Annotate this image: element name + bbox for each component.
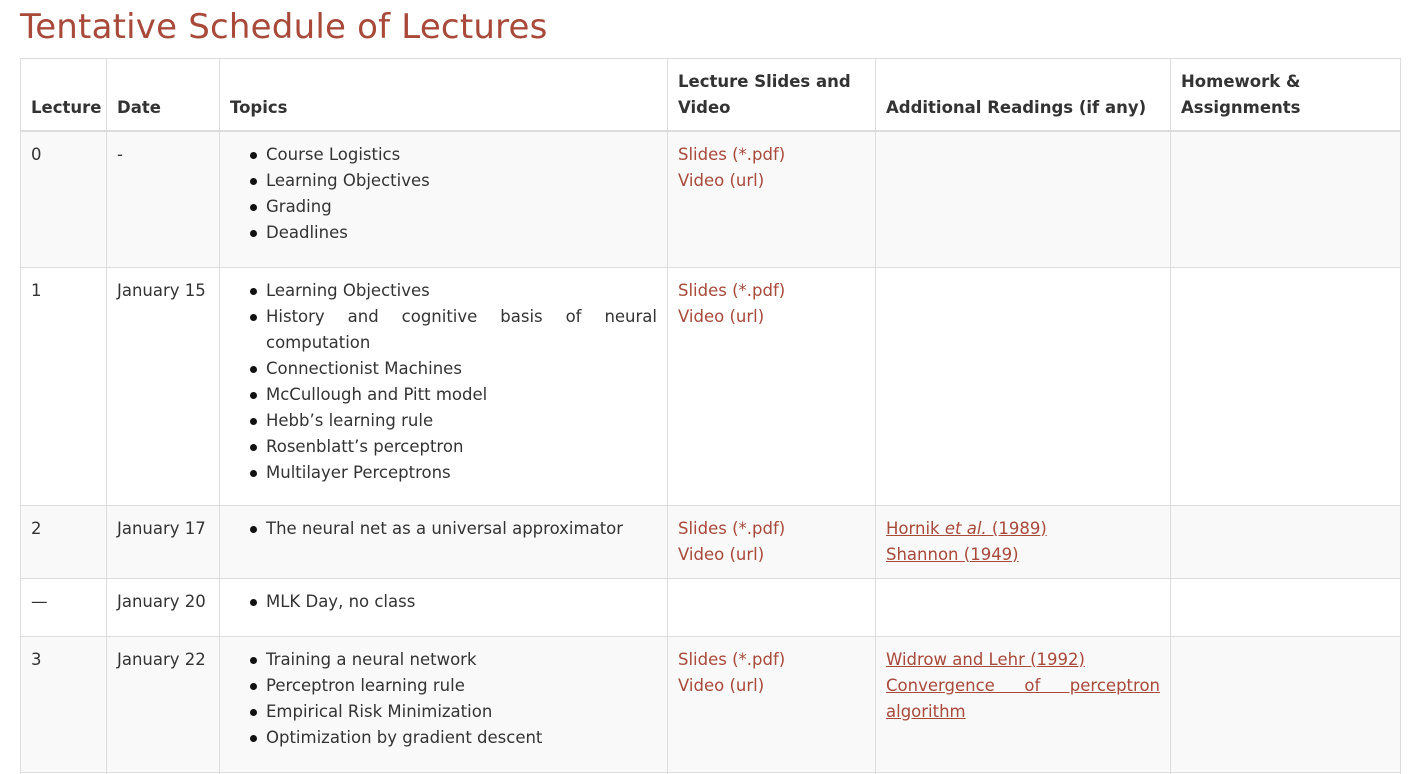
lecture-date: January 20 xyxy=(117,591,206,611)
readings-cell xyxy=(876,578,1171,636)
lecture-number: — xyxy=(31,591,48,611)
homework-cell xyxy=(1171,636,1401,772)
slides-video-cell xyxy=(668,636,876,772)
topics-cell xyxy=(220,131,668,267)
readings-cell xyxy=(876,636,1171,772)
table-body xyxy=(21,131,1401,774)
topic-item: Learning Objectives xyxy=(266,168,657,194)
slides-video-cell xyxy=(668,578,876,636)
homework-cell xyxy=(1171,578,1401,636)
date-cell xyxy=(107,636,220,772)
reading-text-italic: et al. xyxy=(944,518,987,538)
table-row xyxy=(21,578,1401,636)
readings-cell xyxy=(876,505,1171,578)
readings-cell xyxy=(876,267,1171,505)
header-additional-readings: Additional Readings (if any) xyxy=(876,59,1171,132)
topics-cell xyxy=(220,636,668,772)
slides-video-cell xyxy=(668,505,876,578)
reading-text: (1989) xyxy=(986,518,1047,538)
slides-pdf-link[interactable]: Slides (*.pdf) xyxy=(678,518,786,538)
lecture-number: 1 xyxy=(31,280,42,300)
topic-item: Training a neural network xyxy=(266,647,657,673)
topic-item: Deadlines xyxy=(266,220,657,246)
reading-text: Hornik xyxy=(886,518,945,538)
date-cell xyxy=(107,578,220,636)
topic-item: Learning Objectives xyxy=(266,278,657,304)
lecture-number-cell xyxy=(21,578,107,636)
topic-item: The neural net as a universal approximator xyxy=(266,516,657,542)
homework-cell xyxy=(1171,505,1401,578)
video-url-link[interactable]: Video (url) xyxy=(678,306,765,326)
lecture-number-cell xyxy=(21,636,107,772)
topic-item: Connectionist Machines xyxy=(266,356,657,382)
topics-cell xyxy=(220,578,668,636)
homework-cell xyxy=(1171,267,1401,505)
topic-item: Hebb’s learning rule xyxy=(266,408,657,434)
slides-video-cell xyxy=(668,131,876,267)
lecture-number-cell xyxy=(21,267,107,505)
lecture-number: 0 xyxy=(31,145,42,164)
table-header-row xyxy=(21,59,1401,132)
topic-item: Rosenblatt’s perceptron xyxy=(266,434,657,460)
topic-item: Perceptron learning rule xyxy=(266,673,657,699)
topic-item: Optimization by gradient descent xyxy=(266,725,657,751)
lecture-date: January 17 xyxy=(117,518,206,538)
topic-item: McCullough and Pitt model xyxy=(266,382,657,408)
slides-pdf-link[interactable]: Slides (*.pdf) xyxy=(678,145,786,164)
lecture-date: January 22 xyxy=(117,649,206,669)
homework-cell xyxy=(1171,131,1401,267)
topics-cell xyxy=(220,267,668,505)
header-lecture: Lecture xyxy=(21,59,107,132)
topics-list xyxy=(230,647,657,751)
header-topics: Topics xyxy=(220,59,668,132)
lecture-schedule-table xyxy=(20,58,1401,774)
header-slides-video: Lecture Slides and Video xyxy=(668,59,876,132)
slides-pdf-link[interactable]: Slides (*.pdf) xyxy=(678,649,786,669)
video-url-link[interactable]: Video (url) xyxy=(678,544,765,564)
page-title: Tentative Schedule of Lectures xyxy=(20,7,548,47)
date-cell xyxy=(107,505,220,578)
table-row xyxy=(21,267,1401,505)
table-row xyxy=(21,131,1401,267)
slides-pdf-link[interactable]: Slides (*.pdf) xyxy=(678,280,786,300)
reading-link[interactable] xyxy=(886,542,1160,568)
reading-link[interactable] xyxy=(886,673,1160,725)
topics-list xyxy=(230,589,657,615)
date-cell xyxy=(107,267,220,505)
topic-item: Grading xyxy=(266,194,657,220)
reading-link[interactable] xyxy=(886,647,1160,673)
video-url-link[interactable]: Video (url) xyxy=(678,171,765,190)
topics-cell xyxy=(220,505,668,578)
reading-text: Widrow and Lehr (1992) xyxy=(886,649,1085,669)
topics-list xyxy=(230,516,657,542)
topic-item: Course Logistics xyxy=(266,142,657,168)
topic-item: History and cognitive basis of neural computation xyxy=(266,304,657,356)
lecture-number: 2 xyxy=(31,518,42,538)
topic-item: Empirical Risk Minimization xyxy=(266,699,657,725)
topics-list xyxy=(230,278,657,486)
lecture-date: January 15 xyxy=(117,280,206,300)
reading-text: Convergence of perceptron algorithm xyxy=(886,675,1160,721)
table-row xyxy=(21,636,1401,772)
lecture-number-cell xyxy=(21,505,107,578)
lecture-number: 3 xyxy=(31,649,42,669)
topic-item: Multilayer Perceptrons xyxy=(266,460,657,486)
lecture-date: - xyxy=(117,145,123,164)
date-cell xyxy=(107,131,220,267)
video-url-link[interactable]: Video (url) xyxy=(678,675,765,695)
header-date: Date xyxy=(107,59,220,132)
lecture-number-cell xyxy=(21,131,107,267)
readings-cell xyxy=(876,131,1171,267)
table-row xyxy=(21,505,1401,578)
reading-text: Shannon (1949) xyxy=(886,544,1019,564)
reading-link[interactable] xyxy=(886,516,1160,542)
slides-video-cell xyxy=(668,267,876,505)
topic-item: MLK Day, no class xyxy=(266,589,657,615)
header-homework: Homework & Assignments xyxy=(1171,59,1401,132)
topics-list xyxy=(230,142,657,246)
